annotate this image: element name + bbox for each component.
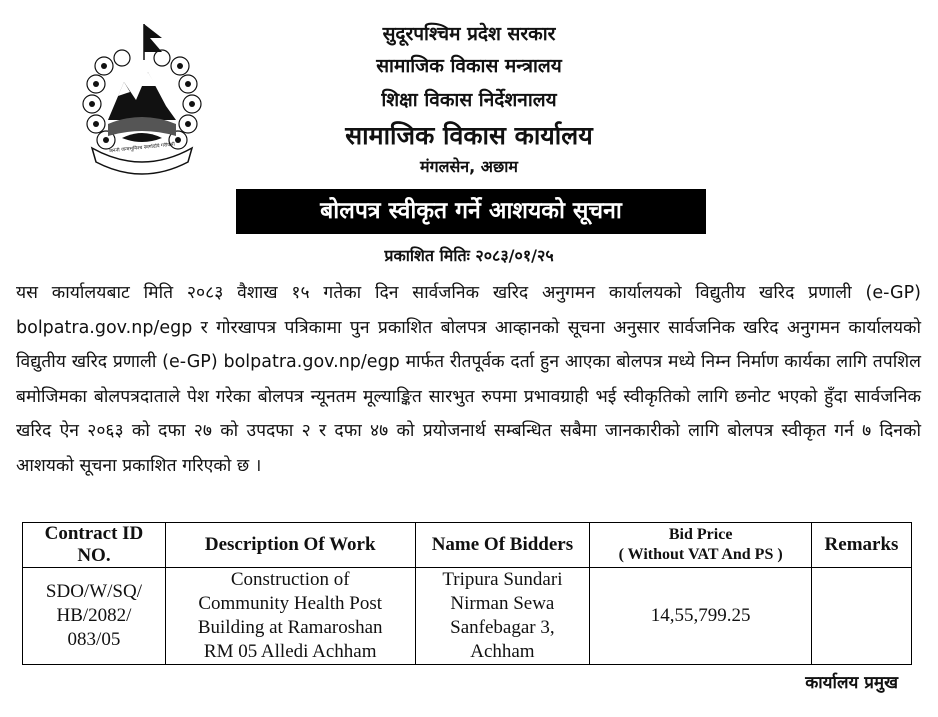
header-location: मंगलसेन, अछाम	[420, 157, 518, 176]
header-office-name: सामाजिक विकास कार्यालय	[345, 121, 593, 150]
notice-title-banner: बोलपत्र स्वीकृत गर्ने आशयको सूचना	[236, 189, 706, 234]
header-description: Description Of Work	[165, 523, 415, 568]
cell-remarks	[812, 568, 912, 665]
header-ministry: सामाजिक विकास मन्त्रालय	[376, 55, 562, 77]
header-remarks: Remarks	[812, 523, 912, 568]
cell-bid-price: 14,55,799.25	[590, 568, 812, 665]
table-header-row	[23, 523, 912, 568]
cell-bidder: Tripura Sundari Nirman Sewa Sanfebagar 3, Achham	[415, 568, 590, 665]
bid-details-table	[22, 522, 912, 665]
office-chief-signature: कार्यालय प्रमुख	[805, 673, 898, 693]
cell-description: Construction of Community Health Post Building at Ramaroshan RM 05 Alledi Achham	[165, 568, 415, 665]
header-directorate: शिक्षा विकास निर्देशनालय	[381, 89, 557, 111]
notice-body-paragraph: यस कार्यालयबाट मिति २०८३ वैशाख १५ गतेका दिन सार्वजनिक खरिद अनुगमन कार्यालयको विद्युतीय खरिद प्रणाली (e-GP) bolpatra.gov.np/egp र गोरखापत्र पत्रिकामा पुन प्रकाशित बोलपत्र आव्हानको सूचना अनुसार सार्वजनिक खरिद अनुगमन कार्यालयको विद्युतीय खरिद प्रणाली (e-GP) bolpatra.gov.np/egp मार्फत रीतपूर्वक दर्ता हुन आएका बोलपत्र मध्ये निम्न निर्माण कार्यका लागि तपशिल बमोजिमका बोलपत्रदाताले पेश गरेका बोलपत्र न्यूनतम मूल्याङ्कित सारभुत रुपमा प्रभावग्राही भई स्वीकृतिको लागि छनोट भएको हुँदा सार्वजनिक खरिद ऐन २०६३ को दफा २७ को उपदफा २ र दफा ४७ को प्रयोजनार्थ सम्बन्धित सबैमा जानकारीको लागि बोलपत्र स्वीकृत गर्न ७ दिनको आशयको सूचना प्रकाशित गरिएको छ ।	[16, 283, 921, 476]
cell-contract-id: SDO/W/SQ/ HB/2082/ 083/05	[23, 568, 166, 665]
publish-date: प्रकाशित मितिः २०८३/०१/२५	[384, 246, 554, 265]
header-contract-id: Contract ID NO.	[23, 523, 166, 568]
header-bid-price: Bid Price ( Without VAT And PS )	[590, 523, 812, 568]
table-row	[23, 568, 912, 665]
emblem-motto: जननी जन्मभूमिश्च स्वर्गादपि गरीयसी	[108, 141, 176, 155]
header-province-government: सुदूरपश्चिम प्रदेश सरकार	[382, 23, 556, 45]
header-bidders: Name Of Bidders	[415, 523, 590, 568]
